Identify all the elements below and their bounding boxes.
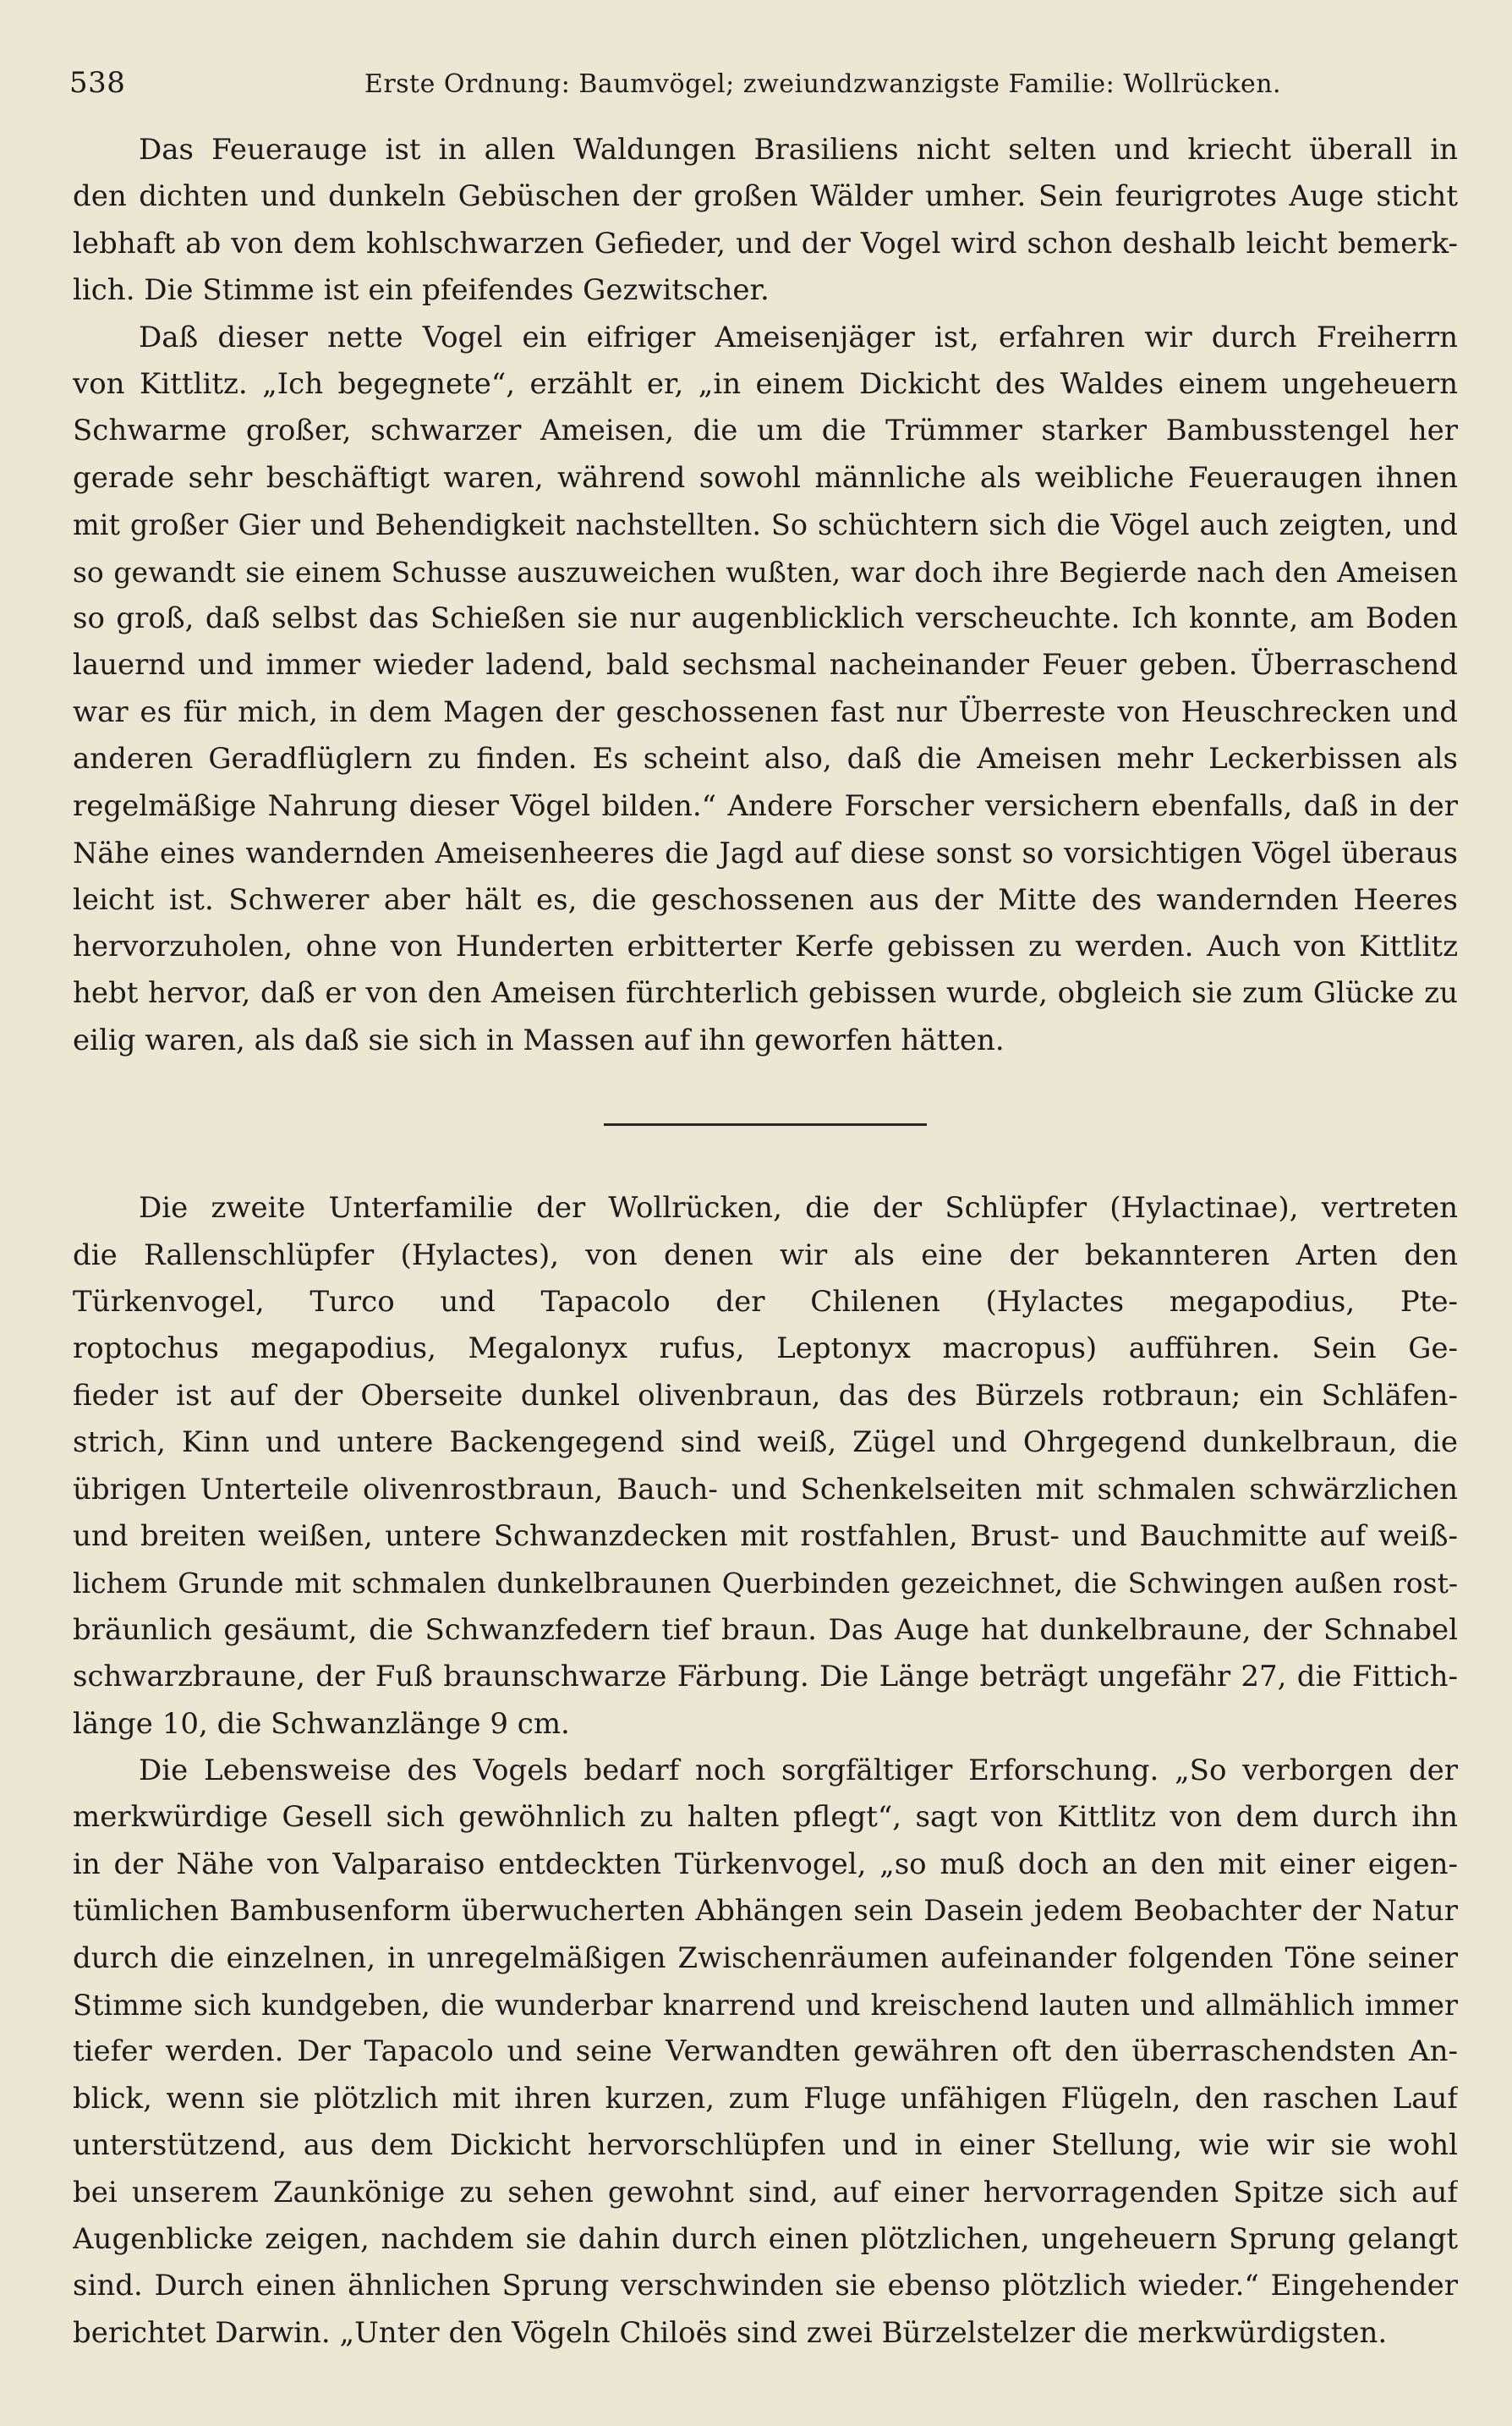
text-line: mit großer Gier und Behendigkeit nachstellten. So schüchtern sich die Vögel auch zeigten, und [73,508,1458,542]
text-line: regelmäßige Nahrung dieser Vögel bilden.“ Andere Forscher versichern ebenfalls, daß in der [73,788,1458,823]
text-line: die Rallenschlüpfer (Hylactes), von denen wir als eine der bekannteren Arten den [73,1238,1458,1272]
text-line: so groß, daß selbst das Schießen sie nur augenblicklich verscheuchte. Ich konnte, am Boden [73,601,1458,636]
text-line: Das Feuerauge ist in allen Waldungen Brasiliens nicht selten und kriecht überall in [139,133,1458,167]
paragraph-feuerauge-1 [73,127,1458,315]
text-line: und breiten weißen, untere Schwanzdecken mit rostfahlen, Brust- und Bauchmitte auf weiß- [73,1518,1458,1553]
text-line: von Kittlitz. „Ich begegnete“, erzählt er, „in einem Dickicht des Waldes einem ungeheuern [73,367,1458,402]
text-line: lauernd und immer wieder ladend, bald sechsmal nacheinander Feuer geben. Überraschend [73,648,1458,683]
text-line: hervorzuholen, ohne von Hunderten erbitterter Kerfe gebissen zu werden. Auch von Kittlitz [73,929,1458,963]
page-body [73,127,1458,2357]
paragraph-feuerauge-2 [73,315,1458,1065]
text-line: lichem Grunde mit schmalen dunkelbraunen Querbinden gezeichnet, die Schwingen außen rost- [73,1567,1458,1600]
running-title: Erste Ordnung: Baumvögel; zweiundzwanzigste Familie: Wollrücken. [364,69,1282,99]
text-line: Die Lebensweise des Vogels bedarf noch sorgfältiger Erforschung. „So verborgen der [139,1754,1458,1787]
text-line: war es für mich, in dem Magen der geschossenen fast nur Überreste von Heuschrecken und [73,694,1458,729]
text-line: leicht ist. Schwerer aber hält es, die geschossenen aus der Mitte des wandernden Heeres [73,882,1458,917]
text-line: schwarzbraune, der Fuß braunschwarze Färbung. Die Länge beträgt ungefähr 27, die Fittich- [73,1660,1458,1694]
text-line: blick, wenn sie plötzlich mit ihren kurzen, zum Fluge unfähigen Flügeln, den raschen Lauf [73,2081,1458,2116]
text-line: merkwürdige Gesell sich gewöhnlich zu halten pflegt“, sagt von Kittlitz von dem durch ihn [73,1800,1458,1835]
text-line: lebhaft ab von dem kohlschwarzen Gefieder, und der Vogel wird schon deshalb leicht bemerk- [73,226,1458,261]
text-line: lich. Die Stimme ist ein pfeifendes Gezwitscher. [73,273,770,308]
text-line: roptochus megapodius, Megalonyx rufus, Leptonyx macropus) aufführen. Sein Ge- [73,1331,1458,1366]
text-line: eilig waren, als daß sie sich in Massen auf ihn geworfen hätten. [73,1023,1005,1057]
text-line: durch die einzelnen, in unregelmäßigen Zwischenräumen aufeinander folgenden Töne seiner [73,1940,1458,1975]
text-line: den dichten und dunkeln Gebüschen der großen Wälder umher. Sein feurigrotes Auge sticht [73,179,1458,214]
text-line: Daß dieser nette Vogel ein eifriger Ameisenjäger ist, erfahren wir durch Freiherrn [139,320,1458,354]
text-line: fieder ist auf der Oberseite dunkel olivenbraun, das des Bürzels rotbraun; ein Schläfen- [73,1378,1458,1413]
text-line: übrigen Unterteile olivenrostbraun, Bauch- und Schenkelseiten mit schmalen schwärzlichen [73,1472,1458,1507]
page-number: 538 [69,66,126,100]
text-line: in der Nähe von Valparaiso entdeckten Türkenvogel, „so muß doch an den mit einer eigen- [73,1847,1458,1881]
text-line: Die zweite Unterfamilie der Wollrücken, die der Schlüpfer (Hylactinae), vertreten [139,1191,1458,1226]
text-line: strich, Kinn und untere Backengegend sind weiß, Zügel und Ohrgegend dunkelbraun, die [73,1425,1458,1460]
text-line: gerade sehr beschäftigt waren, während sowohl männliche als weibliche Feueraugen ihnen [73,460,1458,495]
text-line: sind. Durch einen ähnlichen Sprung verschwinden sie ebenso plötzlich wieder.“ Eingehender [73,2269,1458,2303]
text-line: hebt hervor, daß er von den Ameisen fürchterlich gebissen wurde, obgleich sie zum Glücke zu [73,976,1458,1011]
text-line: Schwarme großer, schwarzer Ameisen, die um die Trümmer starker Bambusstengel her [73,414,1458,448]
text-line: unterstützend, aus dem Dickicht hervorschlüpfen und in einer Stellung, wie wir sie wohl [73,2128,1458,2163]
text-line: so gewandt sie einem Schusse auszuweichen wußten, war doch ihre Begierde nach den Ameisen [73,555,1458,589]
text-line: Augenblicke zeigen, nachdem sie dahin durch einen plötzlichen, ungeheuern Sprung gelangt [73,2222,1458,2257]
text-line: anderen Geradflüglern zu finden. Es scheint also, daß die Ameisen mehr Leckerbissen als [73,742,1458,777]
text-line: länge 10, die Schwanzlänge 9 cm. [73,1706,570,1741]
paragraph-schluepfer-2 [73,1748,1458,2357]
section-divider [604,1123,927,1126]
text-line: berichtet Darwin. „Unter den Vögeln Chiloës sind zwei Bürzelstelzer die merkwürdigsten. [73,2315,1388,2350]
text-line: bei unserem Zaunkönige zu sehen gewohnt sind, auf einer hervorragenden Spitze sich auf [73,2175,1458,2209]
text-line: Nähe eines wandernden Ameisenheeres die Jagd auf diese sonst so vorsichtigen Vögel überaus [73,837,1458,870]
text-line: tiefer werden. Der Tapacolo und seine Verwandten gewähren oft den überraschendsten An- [73,2034,1458,2069]
page-header [69,66,1458,100]
paragraph-schluepfer-1 [73,1185,1458,1748]
text-line: bräunlich gesäumt, die Schwanzfedern tief braun. Das Auge hat dunkelbraune, der Schnabel [73,1612,1458,1647]
text-line: tümlichen Bambusenform überwucherten Abhängen sein Dasein jedem Beobachter der Natur [73,1894,1458,1929]
text-line: Türkenvogel, Turco und Tapacolo der Chilenen (Hylactes megapodius, Pte- [73,1284,1458,1319]
text-line: Stimme sich kundgeben, die wunderbar knarrend und kreischend lauten und allmählich immer [73,1989,1458,2023]
